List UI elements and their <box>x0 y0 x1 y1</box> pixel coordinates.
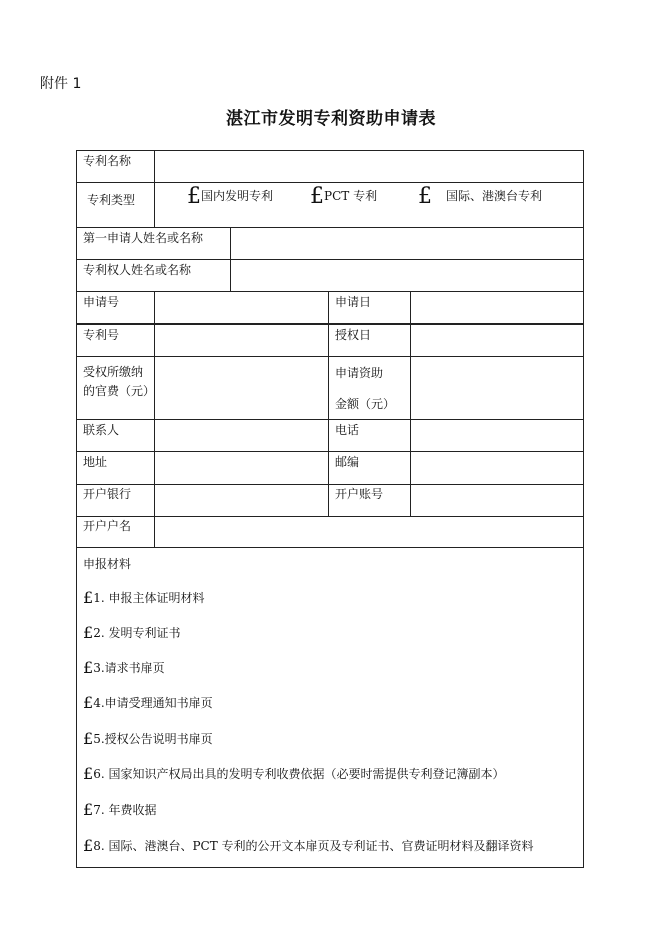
checkbox-icon: £ <box>83 658 94 677</box>
patent-no-field[interactable] <box>155 324 328 356</box>
material-item-label: 4.申请受理通知书扉页 <box>93 696 213 710</box>
address-field[interactable] <box>155 451 328 484</box>
application-no-field[interactable] <box>155 291 328 323</box>
application-form <box>76 150 584 868</box>
postcode-field[interactable] <box>411 451 583 484</box>
checkbox-icon: £ <box>83 729 94 748</box>
page-title: 湛江市发明专利资助申请表 <box>226 109 436 129</box>
material-item[interactable] <box>83 658 165 677</box>
account-name-label: 开户户名 <box>83 519 132 533</box>
official-fee-label <box>83 363 155 401</box>
checkbox-icon: £ <box>187 184 201 209</box>
checkbox-icon: £ <box>83 800 94 819</box>
bank-field[interactable] <box>155 484 328 516</box>
application-date-field[interactable] <box>411 291 583 323</box>
patentee-field[interactable] <box>231 259 583 291</box>
patent-name-field[interactable] <box>155 151 583 182</box>
address-label: 地址 <box>83 455 108 469</box>
account-no-field[interactable] <box>411 484 583 516</box>
account-name-field[interactable] <box>155 516 583 547</box>
checkbox-icon: £ <box>83 693 94 712</box>
grant-date-field[interactable] <box>411 324 583 356</box>
subsidy-amount-label-line: 金额（元） <box>335 397 396 411</box>
patentee-label: 专利权人姓名或名称 <box>83 263 192 277</box>
official-fee-label-line: 的官费（元） <box>83 384 156 398</box>
material-item[interactable] <box>83 764 504 783</box>
material-item-label: 8. 国际、港澳台、PCT 专利的公开文本扉页及专利证书、官费证明材料及翻译资料 <box>93 839 534 853</box>
contact-label: 联系人 <box>83 423 120 437</box>
material-item[interactable] <box>83 729 213 748</box>
material-item-label: 7. 年费收据 <box>93 803 157 817</box>
official-fee-field[interactable] <box>155 356 328 419</box>
contact-field[interactable] <box>155 419 328 451</box>
first-applicant-label: 第一申请人姓名或名称 <box>83 231 204 245</box>
official-fee-label-line: 受权所缴纳 <box>83 365 144 379</box>
subsidy-amount-field[interactable] <box>411 356 583 419</box>
material-item-label: 5.授权公告说明书扉页 <box>93 732 213 746</box>
material-item[interactable] <box>83 693 213 712</box>
postcode-label: 邮编 <box>335 455 360 469</box>
materials-label: 申报材料 <box>83 557 132 571</box>
type-option-label: 国内发明专利 <box>201 189 274 203</box>
row-divider <box>77 547 583 548</box>
checkbox-icon: £ <box>83 764 94 783</box>
attachment-label: 附件 1 <box>40 76 82 92</box>
subsidy-amount-label-line: 申请资助 <box>335 366 384 380</box>
type-option-pct[interactable] <box>310 184 377 209</box>
phone-field[interactable] <box>411 419 583 451</box>
material-item-label: 3.请求书扉页 <box>93 661 165 675</box>
type-option-label: PCT 专利 <box>324 189 378 203</box>
checkbox-icon: £ <box>83 588 94 607</box>
first-applicant-field[interactable] <box>231 227 583 259</box>
type-option-label: 国际、港澳台专利 <box>446 189 543 203</box>
checkbox-icon: £ <box>418 184 432 209</box>
application-date-label: 申请日 <box>335 295 372 309</box>
grant-date-label: 授权日 <box>335 328 372 342</box>
material-item-label: 1. 申报主体证明材料 <box>93 591 205 605</box>
subsidy-amount-label <box>335 358 395 420</box>
material-item-label: 2. 发明专利证书 <box>93 626 181 640</box>
type-option-international[interactable] <box>418 184 542 209</box>
col-divider <box>328 291 329 516</box>
checkbox-icon: £ <box>83 623 94 642</box>
material-item[interactable] <box>83 588 204 607</box>
account-no-label: 开户账号 <box>335 487 384 501</box>
material-item-label: 6. 国家知识产权局出具的发明专利收费依据（必要时需提供专利登记簿副本） <box>93 767 505 781</box>
patent-type-label: 专利类型 <box>87 193 136 207</box>
material-item[interactable] <box>83 623 180 642</box>
material-item[interactable] <box>83 836 534 855</box>
patent-no-label: 专利号 <box>83 328 120 342</box>
material-item[interactable] <box>83 800 156 819</box>
phone-label: 电话 <box>335 423 360 437</box>
application-no-label: 申请号 <box>83 295 120 309</box>
patent-name-label: 专利名称 <box>83 154 132 168</box>
row-divider <box>77 182 583 183</box>
type-option-domestic[interactable] <box>187 184 273 209</box>
bank-label: 开户银行 <box>83 487 132 501</box>
checkbox-icon: £ <box>83 836 94 855</box>
checkbox-icon: £ <box>310 184 324 209</box>
